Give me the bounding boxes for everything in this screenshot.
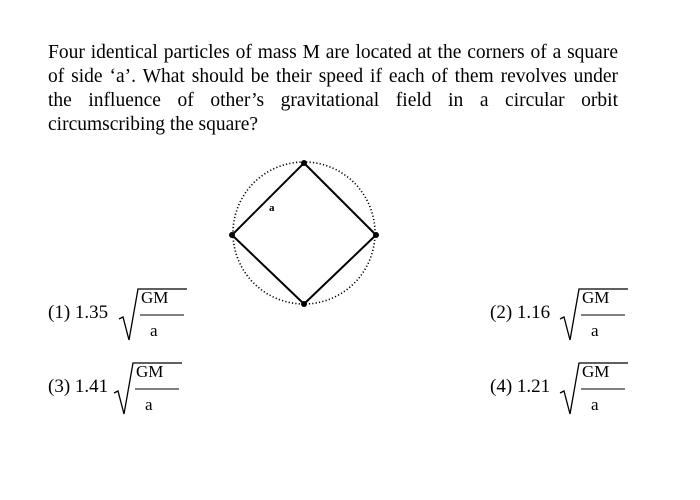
option-1[interactable] [48, 288, 188, 348]
option-2[interactable] [490, 288, 630, 348]
option-4[interactable] [490, 362, 630, 422]
option-4-denominator: a [591, 395, 599, 414]
option-4-label: (4) 1.21 [490, 376, 551, 397]
option-4-numerator: GM [582, 362, 610, 381]
option-3-numerator: GM [136, 362, 164, 381]
particle-bottom [301, 301, 307, 307]
side-label: a [269, 202, 275, 214]
option-2-numerator: GM [582, 288, 610, 307]
orbit-circle [233, 162, 375, 304]
option-1-numerator: GM [141, 288, 169, 307]
square-in-circle-figure [226, 160, 386, 310]
particle-right [373, 232, 379, 238]
option-3[interactable] [48, 362, 188, 422]
option-3-label: (3) 1.41 [48, 376, 109, 397]
option-1-denominator: a [150, 321, 158, 340]
option-1-label: (1) 1.35 [48, 302, 109, 323]
option-3-denominator: a [145, 395, 153, 414]
particle-left [229, 232, 235, 238]
option-2-denominator: a [591, 321, 599, 340]
option-2-label: (2) 1.16 [490, 302, 551, 323]
question-text: Four identical particles of mass M are located at the corners of a square of side ‘a’. What should be their speed if each of them revolves under the influence of other’s gravitational field in a circular orbit circumscribing the square? [48, 42, 618, 135]
particle-top [301, 160, 307, 166]
